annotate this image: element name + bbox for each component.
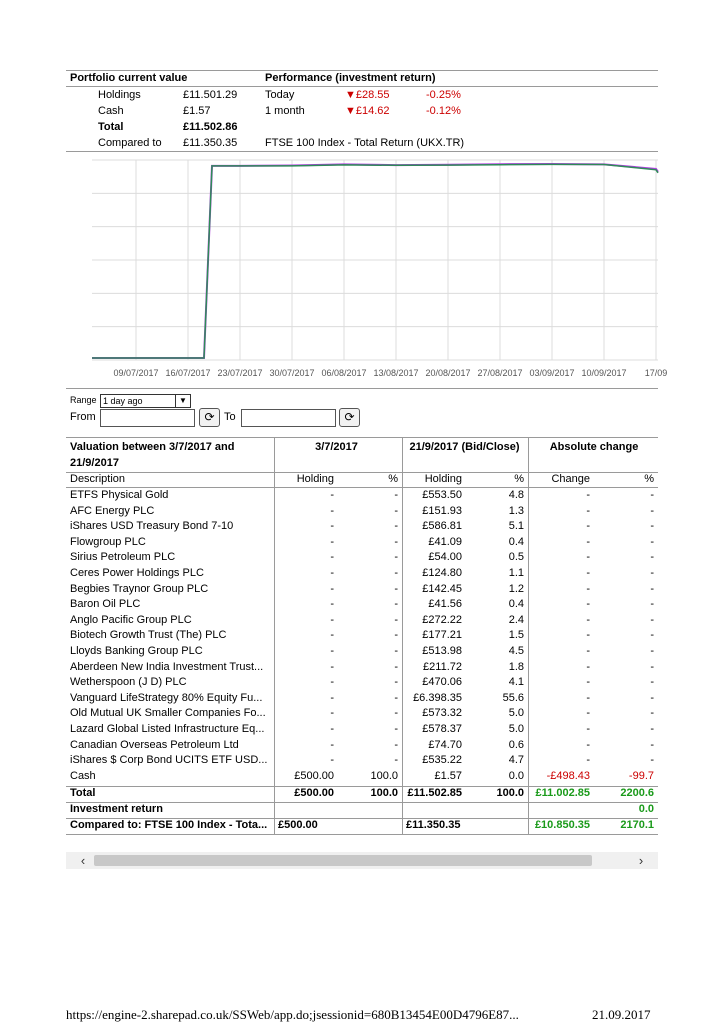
cell-p3: - — [650, 660, 654, 673]
cell-h1: - — [330, 504, 334, 517]
valuation-table — [66, 437, 658, 837]
perf-today-pct: -0.25% — [426, 89, 461, 101]
cell-p2: 1.1 — [508, 567, 524, 579]
portfolio-header: Portfolio current value — [70, 72, 188, 84]
total-change: £11.002.85 — [535, 787, 590, 799]
cell-h2: £74.70 — [428, 738, 462, 751]
chevron-left-icon: ‹ — [80, 853, 86, 868]
scroll-right-button[interactable] — [630, 852, 652, 869]
col-pct1: % — [388, 473, 398, 485]
range-label: Range — [70, 395, 97, 405]
cell-p1: - — [394, 567, 398, 579]
cell-h2: £41.56 — [428, 598, 462, 611]
cell-p2: 0.6 — [508, 738, 524, 751]
range-select[interactable] — [100, 394, 191, 408]
chart-grid — [92, 160, 658, 360]
cell-ch: - — [586, 567, 590, 579]
cell-h2: £578.37 — [422, 723, 462, 735]
from-date-input[interactable] — [100, 409, 195, 427]
x-tick-label: 30/07/2017 — [269, 368, 315, 378]
performance-header: Performance (investment return) — [265, 72, 436, 84]
cell-h1: - — [330, 645, 334, 657]
table-title-line1: Valuation between 3/7/2017 and — [70, 441, 235, 453]
cell-p3: - — [650, 520, 654, 533]
cell-h2: £54.00 — [428, 551, 462, 564]
x-tick-label: 10/09/2017 — [581, 368, 627, 378]
col-change-header: Absolute change — [549, 441, 639, 453]
cell-desc: ETFS Physical Gold — [70, 489, 169, 501]
cell-p2: 1.3 — [508, 504, 524, 517]
total-pct1: 100.0 — [370, 787, 398, 799]
cell-p2: 4.7 — [508, 754, 524, 767]
cell-ch: - — [586, 691, 590, 704]
col-pct3: % — [644, 473, 654, 485]
col-holding2: Holding — [424, 473, 462, 485]
cell-ch: - — [586, 707, 590, 720]
total-holding2: £11.502.85 — [407, 787, 462, 799]
compared-change: £10.850.35 — [534, 819, 590, 831]
cell-h2: £535.22 — [422, 754, 462, 767]
to-refresh-button[interactable] — [339, 408, 360, 427]
footer-date: 21.09.2017 — [592, 1007, 651, 1022]
total-value: £11.502.86 — [183, 121, 238, 133]
cell-h1: - — [330, 520, 334, 533]
total-row-label: Total — [70, 787, 96, 799]
cell-ch: - — [586, 520, 590, 533]
cell-h2: £573.32 — [422, 707, 462, 720]
total-label: Total — [98, 121, 124, 133]
cell-ch: - — [586, 504, 590, 517]
cell-ch: - — [586, 754, 590, 767]
cell-desc: Biotech Growth Trust (The) PLC — [70, 629, 227, 642]
cell-h1: - — [330, 613, 334, 626]
cell-p3: - — [650, 489, 654, 501]
cell-h1: - — [330, 691, 334, 704]
cell-p1: - — [394, 707, 398, 720]
cell-p3: - — [650, 691, 654, 704]
cell-p1: - — [394, 598, 398, 611]
cell-h1: - — [330, 707, 334, 720]
col-date1-header: 3/7/2017 — [315, 441, 358, 453]
cell-ch: - — [586, 551, 590, 564]
chevron-down-icon: ▼ — [175, 395, 190, 407]
cell-p1: - — [394, 504, 398, 517]
horizontal-scrollbar[interactable] — [66, 852, 658, 869]
scroll-left-button[interactable] — [72, 852, 94, 869]
investment-return-label: Investment return — [70, 803, 163, 815]
from-label: From — [70, 411, 96, 423]
col-change: Change — [551, 473, 590, 485]
x-tick-label: 23/07/2017 — [217, 368, 263, 378]
perf-month-change: ▼£14.62 — [345, 105, 390, 117]
total-holding1: £500.00 — [294, 787, 334, 799]
cell-h2: £586.81 — [422, 520, 462, 533]
cell-p1: - — [394, 691, 398, 704]
perf-month-pct: -0.12% — [426, 105, 461, 117]
table-title-line2: 21/9/2017 — [70, 457, 119, 469]
x-tick-label: 27/08/2017 — [477, 368, 523, 378]
col-holding1: Holding — [296, 473, 334, 485]
total-pct2: 100.0 — [496, 787, 524, 799]
cell-desc: iShares USD Treasury Bond 7-10 — [70, 520, 234, 533]
portfolio-summary — [66, 70, 658, 152]
cell-h2: £6.398.35 — [413, 691, 462, 704]
cell-ch: - — [586, 613, 590, 626]
x-tick-label: 20/08/2017 — [425, 368, 471, 378]
cell-desc: iShares $ Corp Bond UCITS ETF USD... — [70, 754, 268, 767]
cell-p2: 4.5 — [508, 645, 524, 657]
perf-today-label: Today — [265, 89, 295, 101]
cell-p1: - — [394, 645, 398, 657]
to-date-input[interactable] — [241, 409, 336, 427]
x-tick-label: 13/08/2017 — [373, 368, 419, 378]
compared-pct3: 2170.1 — [620, 819, 654, 831]
compared-value: £11.350.35 — [183, 137, 238, 149]
cell-p2: 5.0 — [508, 707, 524, 720]
compared-holding2: £11.350.35 — [406, 819, 461, 831]
cell-ch: - — [586, 629, 590, 642]
cell-ch: - — [586, 535, 590, 548]
cell-h1: - — [330, 660, 334, 673]
cell-p2: 0.5 — [508, 551, 524, 564]
cell-p3: - — [650, 754, 654, 767]
col-date2-header: 21/9/2017 (Bid/Close) — [409, 441, 520, 453]
cell-desc: Vanguard LifeStrategy 80% Equity Fu... — [70, 691, 263, 704]
cell-ch: - — [586, 489, 590, 501]
cell-p2: 0.0 — [508, 769, 524, 782]
cell-desc: Baron Oil PLC — [70, 598, 141, 611]
total-pct3: 2200.6 — [620, 787, 654, 799]
compared-holding1: £500.00 — [278, 819, 318, 831]
cell-desc: Canadian Overseas Petroleum Ltd — [70, 738, 239, 751]
compared-label: Compared to — [98, 137, 162, 149]
x-tick-label: 09/07/2017 — [113, 368, 159, 378]
cell-ch: -£498.43 — [546, 769, 590, 782]
col-pct2: % — [514, 473, 524, 485]
cell-p3: - — [650, 738, 654, 751]
x-tick-label: 17/09 — [644, 368, 668, 378]
cell-p2: 4.1 — [508, 676, 524, 689]
cell-ch: - — [586, 723, 590, 735]
cell-h1: - — [330, 582, 334, 595]
cell-desc: Aberdeen New India Investment Trust... — [70, 660, 264, 673]
cash-label: Cash — [98, 105, 124, 117]
x-tick-label: 03/09/2017 — [529, 368, 575, 378]
cell-h2: £142.45 — [422, 582, 462, 595]
range-selected-value: 1 day ago — [103, 396, 143, 406]
cell-p3: - — [650, 676, 654, 689]
cell-desc: Begbies Traynor Group PLC — [70, 582, 209, 595]
cell-p3: - — [650, 582, 654, 595]
cell-p3: - — [650, 645, 654, 657]
cell-p1: 100.0 — [370, 769, 398, 782]
cash-value: £1.57 — [183, 105, 211, 117]
cell-p3: - — [650, 629, 654, 642]
cell-h2: £272.22 — [422, 613, 462, 626]
cell-p1: - — [394, 520, 398, 533]
cell-p3: - — [650, 707, 654, 720]
cell-p3: - — [650, 723, 654, 735]
cell-p3: - — [650, 613, 654, 626]
cell-h1: - — [330, 551, 334, 564]
refresh-icon: ⟳ — [204, 410, 215, 424]
cell-p1: - — [394, 738, 398, 751]
cell-p1: - — [394, 582, 398, 595]
benchmark-name: FTSE 100 Index - Total Return (UKX.TR) — [265, 137, 465, 149]
cell-h1: - — [330, 738, 334, 751]
cell-p3: - — [650, 551, 654, 564]
cell-h1: - — [330, 567, 334, 579]
cell-p1: - — [394, 535, 398, 548]
cell-p1: - — [394, 489, 398, 501]
cell-h1: - — [330, 629, 334, 642]
compared-row-label: Compared to: FTSE 100 Index - Tota... — [70, 819, 268, 831]
cell-h1: - — [330, 598, 334, 611]
cell-desc: Cash — [70, 769, 96, 782]
cell-ch: - — [586, 738, 590, 751]
from-refresh-button[interactable] — [199, 408, 220, 427]
cell-p1: - — [394, 629, 398, 642]
cell-p2: 2.4 — [508, 613, 524, 626]
cell-h2: £513.98 — [422, 645, 462, 657]
holdings-value: £11.501.29 — [183, 89, 238, 101]
chart-x-ticks — [113, 368, 667, 378]
cell-p1: - — [394, 660, 398, 673]
cell-p1: - — [394, 723, 398, 735]
holdings-label: Holdings — [98, 89, 141, 101]
cell-desc: Flowgroup PLC — [70, 535, 146, 548]
cell-p3: -99.7 — [628, 769, 654, 782]
cell-h2: £553.50 — [422, 489, 462, 501]
to-label: To — [224, 411, 236, 423]
cell-h1: - — [330, 535, 334, 548]
cell-desc: Lazard Global Listed Infrastructure Eq... — [70, 723, 265, 735]
x-tick-label: 16/07/2017 — [165, 368, 211, 378]
cell-p2: 5.0 — [508, 723, 524, 735]
cell-p3: - — [650, 567, 654, 579]
cell-p3: - — [650, 504, 654, 517]
cell-p2: 5.1 — [508, 520, 524, 533]
cell-p1: - — [394, 613, 398, 626]
cell-desc: Sirius Petroleum PLC — [70, 551, 176, 564]
cell-h2: £177.21 — [422, 629, 462, 642]
cell-h1: - — [330, 676, 334, 689]
cell-h2: £211.72 — [423, 660, 462, 673]
cell-desc: Anglo Pacific Group PLC — [70, 613, 192, 626]
cell-desc: Lloyds Banking Group PLC — [70, 645, 203, 657]
cell-ch: - — [586, 645, 590, 657]
cell-h1: - — [330, 489, 334, 501]
col-description: Description — [70, 473, 126, 485]
cell-p2: 55.6 — [502, 691, 524, 704]
cell-p2: 1.5 — [508, 629, 524, 642]
cell-ch: - — [586, 676, 590, 689]
cell-desc: Wetherspoon (J D) PLC — [70, 676, 187, 689]
cell-h1: £500.00 — [294, 769, 334, 782]
cell-p1: - — [394, 754, 398, 767]
x-tick-label: 06/08/2017 — [321, 368, 367, 378]
cell-h1: - — [330, 754, 334, 767]
scrollbar-thumb[interactable] — [94, 855, 592, 866]
cell-p1: - — [394, 551, 398, 564]
range-controls — [66, 388, 658, 432]
cell-p3: - — [650, 535, 654, 548]
cell-h2: £41.09 — [428, 535, 462, 548]
cell-h2: £151.93 — [422, 504, 462, 517]
perf-today-change: ▼£28.55 — [345, 89, 390, 101]
cell-p2: 1.8 — [508, 660, 524, 673]
cell-p2: 4.8 — [508, 489, 524, 501]
cell-h2: £470.06 — [422, 676, 462, 689]
cell-p2: 0.4 — [508, 598, 524, 611]
cell-p2: 1.2 — [508, 582, 524, 595]
chevron-right-icon: › — [638, 853, 644, 868]
cell-p2: 0.4 — [508, 535, 524, 548]
cell-ch: - — [586, 598, 590, 611]
cell-h1: - — [330, 723, 334, 735]
cell-desc: Old Mutual UK Smaller Companies Fo... — [70, 707, 266, 720]
cell-ch: - — [586, 582, 590, 595]
cell-desc: AFC Energy PLC — [70, 504, 155, 517]
investment-return-pct: 0.0 — [638, 803, 654, 815]
performance-chart — [66, 152, 668, 380]
cell-ch: - — [586, 660, 590, 673]
footer-url: https://engine-2.sharepad.co.uk/SSWeb/app.do;jsessionid=680B13454E00D4796E87... — [66, 1007, 519, 1022]
cell-desc: Ceres Power Holdings PLC — [70, 567, 204, 579]
cell-h2: £124.80 — [422, 567, 462, 579]
cell-h2: £1.57 — [434, 769, 462, 782]
perf-month-label: 1 month — [265, 105, 305, 117]
refresh-icon: ⟳ — [344, 410, 355, 424]
cell-p3: - — [650, 598, 654, 611]
cell-p1: - — [394, 676, 398, 689]
